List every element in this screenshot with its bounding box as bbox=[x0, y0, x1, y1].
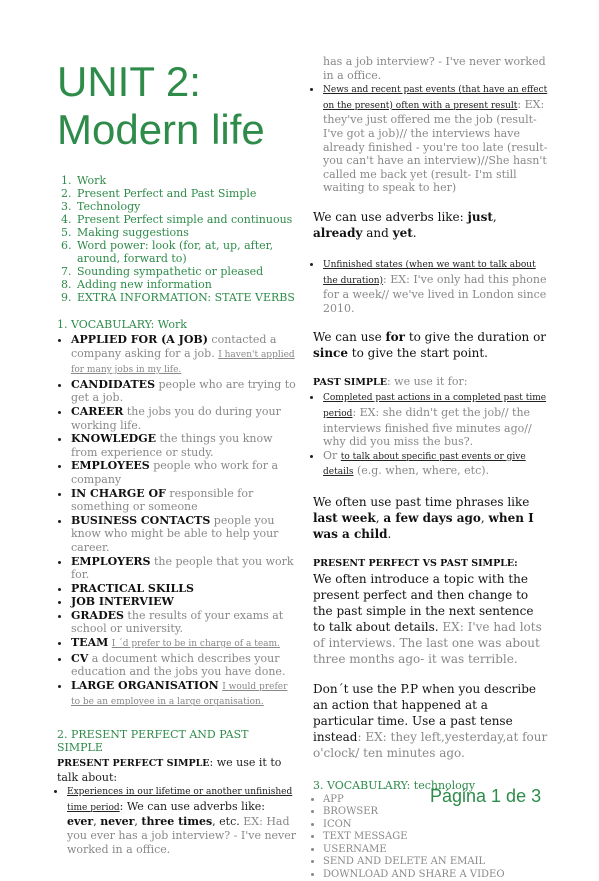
left-column bbox=[57, 58, 297, 856]
page-title bbox=[57, 58, 297, 154]
adverbs-line: We can use adverbs like: just, already and yet. bbox=[313, 209, 497, 240]
vocab-item: • KNOWLEDGE the things you know from experience or study. bbox=[71, 432, 297, 459]
vocab-item: • APPLIED FOR (A JOB) contacted a company asking for a job. I haven't applied for many jobs in my life. bbox=[71, 333, 297, 378]
tech-item: • APP bbox=[323, 794, 548, 807]
vocab-work-list bbox=[57, 333, 297, 710]
toc-item: 7. Sounding sympathetic or pleased bbox=[75, 265, 297, 278]
tech-item: • USERNAME bbox=[323, 844, 548, 857]
vocab-item: • EMPLOYEES people who work for a company bbox=[71, 459, 297, 486]
title-line-1: UNIT 2: bbox=[57, 58, 201, 105]
vocab-item: • JOB INTERVIEW bbox=[71, 595, 297, 609]
section-heading-tech: 3. VOCABULARY: technology bbox=[313, 778, 476, 792]
pp-bullets-2 bbox=[313, 82, 548, 195]
pp-vs-ps-label: PRESENT PERFECT VS PAST SIMPLE: bbox=[313, 557, 518, 569]
vocab-item: • LARGE ORGANISATION I would prefer to be an employee in a large organisation. bbox=[71, 679, 297, 710]
unfinished-bullet: • Unfinished states (when we want to talk about the duration): EX: I've only had this phone for a week// we've lived in London since 2010. bbox=[323, 257, 548, 315]
tech-item: • DOWNLOAD AND SHARE A VIDEO bbox=[323, 869, 548, 881]
pp-bullets bbox=[57, 784, 297, 856]
table-of-contents bbox=[57, 174, 297, 304]
toc-item: 9. EXTRA INFORMATION: STATE VERBS bbox=[75, 291, 297, 304]
section-heading-work: 1. VOCABULARY: Work bbox=[57, 318, 187, 331]
tech-item: • ICON bbox=[323, 819, 548, 832]
vocab-item: • PRACTICAL SKILLS bbox=[71, 582, 297, 596]
past-simple-intro: PAST SIMPLE: we use it for: bbox=[313, 375, 468, 389]
toc-item: 6. Word power: look (for, at, up, after, around, forward to) bbox=[75, 239, 297, 265]
vocab-item: • BUSINESS CONTACTS people you know who might be able to help your career. bbox=[71, 514, 297, 555]
ps-bullet: • Or to talk about specific past events or give details (e.g. when, where, etc). bbox=[323, 449, 548, 480]
tech-item: • SEND AND DELETE AN EMAIL bbox=[323, 856, 548, 869]
pp-vs-ps-text: We often introduce a topic with the present perfect and then change to the past simple in the next sentence to talk about details. EX: I've had lots of interviews. The last one was about three months ago- it was terrible. bbox=[313, 571, 542, 666]
toc-item: 2. Present Perfect and Past Simple bbox=[75, 187, 297, 200]
title-line-2: Modern life bbox=[57, 106, 265, 153]
ps-bullet: • Completed past actions in a completed past time period: EX: she didn't get the job// the interviews finished five minutes ago// why did you miss the bus?. bbox=[323, 390, 548, 448]
toc-item: 5. Making suggestions bbox=[75, 226, 297, 239]
vocab-item: • EMPLOYERS the people that you work for. bbox=[71, 555, 297, 582]
tech-item: • TEXT MESSAGE bbox=[323, 831, 548, 844]
pp-bullet-news: • News and recent past events (that have an effect on the present) often with a present result: EX: they've just offered me the job (result- I've got a job)// the interviews have already finished - you're too late (result-you can't have an interview)//She hasn't called me back yet (result- I'm still waiting to speak to her) bbox=[323, 82, 548, 195]
pp-bullet-continued: has a job interview? - I've never worked in a office. bbox=[323, 55, 546, 82]
toc-item: 3. Technology bbox=[75, 200, 297, 213]
vocab-item: • CV a document which describes your education and the jobs you have done. bbox=[71, 652, 297, 679]
right-column bbox=[313, 55, 548, 881]
for-since-line: We can use for to give the duration or since to give the start point. bbox=[313, 330, 547, 361]
pp-intro: PRESENT PERFECT SIMPLE: we use it to talk about: bbox=[57, 756, 282, 784]
toc-item: 4. Present Perfect simple and continuous bbox=[75, 213, 297, 226]
dont-use-text: Don´t use the P.P when you describe an action that happened at a particular time. Use a past tense instead: EX: they left,yesterday,at four o'clock/ ten minutes ago. bbox=[313, 681, 548, 760]
time-phrases-line: We often use past time phrases like last week, a few days ago, when I was a child. bbox=[313, 494, 534, 541]
page-number: Página 1 de 3 bbox=[430, 786, 542, 806]
pp-bullets-continued bbox=[313, 55, 548, 82]
section-heading-pp: 2. PRESENT PERFECT AND PAST SIMPLE bbox=[57, 728, 249, 755]
vocab-item: • TEAM I ´d prefer to be in charge of a team. bbox=[71, 636, 297, 652]
vocab-item: • IN CHARGE OF responsible for something or someone bbox=[71, 487, 297, 514]
unfinished-bullet-list bbox=[313, 257, 548, 315]
past-simple-bullets bbox=[313, 390, 548, 480]
toc-item: 1. Work bbox=[75, 174, 297, 187]
vocab-item: • CANDIDATES people who are trying to get a job. bbox=[71, 378, 297, 405]
pp-bullet: • Experiences in our lifetime or another unfinished time period: We can use adverbs like: ever, never, three times, etc. EX: Had you ever has a job interview? - I've never worked in a office. bbox=[67, 784, 297, 856]
vocab-item: • CAREER the jobs you do during your working life. bbox=[71, 405, 297, 432]
vocab-item: • GRADES the results of your exams at school or university. bbox=[71, 609, 297, 636]
tech-item: • BROWSER bbox=[323, 806, 548, 819]
toc-item: 8. Adding new information bbox=[75, 278, 297, 291]
